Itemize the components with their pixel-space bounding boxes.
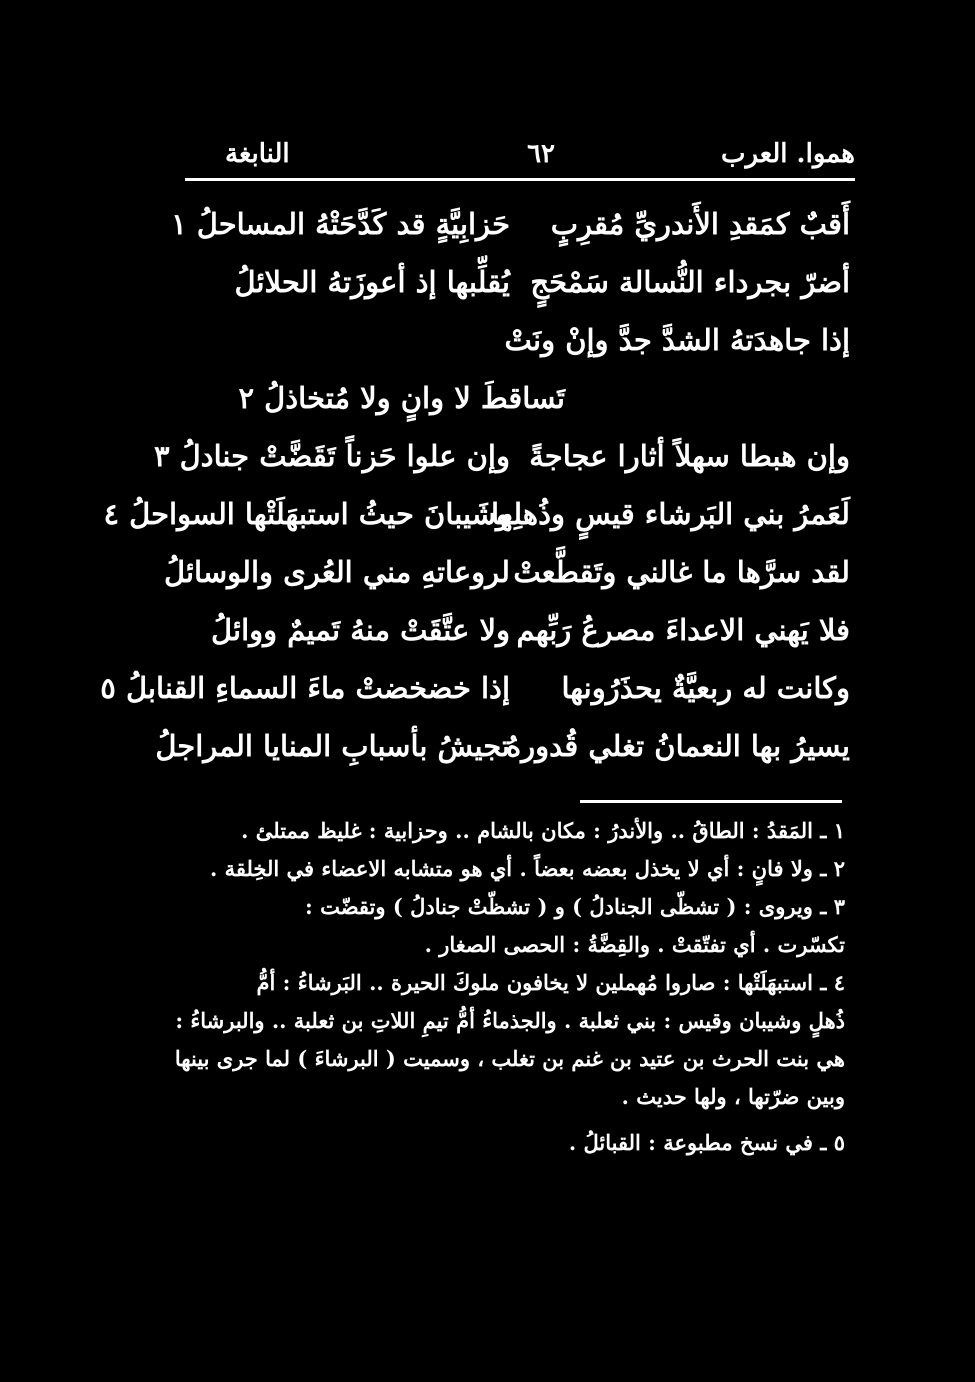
verse-first-hemistich: إذا جاهدَتهُ الشدَّ جدَّ وإنْ ونَتْ — [504, 323, 850, 357]
verse-second-hemistich: تجيشُ بأسبابِ المنايا المراجلُ — [155, 729, 510, 763]
verse-line — [100, 659, 850, 717]
verse-first-hemistich: أَقبٌ كمَقدِ الأَندريِّ مُقرِبٍ — [550, 207, 850, 241]
verse-line — [180, 311, 850, 369]
verse-second-hemistich: إذا خضخضتْ ماءَ السماءِ القنابلُ ٥ — [100, 671, 510, 705]
verse-second-hemistich: يُقلِّبها إذ أعوزَتهُ الحلائلُ — [234, 265, 510, 299]
verse-line — [180, 601, 850, 659]
verse-first-hemistich: يسيرُ بها النعمانُ تغلي قُدورهُ — [505, 729, 850, 763]
verse-second-hemistich: وإن علوا حَزناً تَقَضَّتْ جنادلُ ٣ — [153, 439, 510, 473]
verse-first-hemistich: تَساقطَ لا وانٍ ولا مُتخاذلُ ٢ — [238, 381, 565, 415]
verse-line — [180, 253, 850, 311]
verse-first-hemistich: أضرّ بجرداء النُّسالة سَمْحَجٍ — [530, 265, 850, 299]
verse-first-hemistich: فلا يَهني الاعداءَ مصرعُ رَبِّهم — [516, 613, 850, 647]
footnote-line: هي بنت الحرث بن عتيد بن غنم بن تغلب ، وسميت ( البرشاءَ ) لما جرى بينها — [174, 1046, 845, 1071]
footnote-line: ٥ ـ في نسخ مطبوعة : القبائلُ . — [568, 1130, 845, 1155]
footnote-line: ذُهلٍ وشيبان وقيس : بني ثعلبة . والجذماءُ أمُّ تيمِ اللاتِ بن ثعلبة .. والبرشاءُ : — [175, 1008, 845, 1033]
poem — [100, 195, 850, 775]
footnote-line: ٣ ـ ويروى : ( تشظّى الجنادلُ ) و ( تشظّتْ جنادلُ ) وتقضّت : — [305, 894, 845, 919]
footnote-line: تكسّرت . أي تفتّقتْ . والقِضَّةُ : الحصى الصغار . — [424, 932, 845, 957]
verse-line — [171, 195, 850, 253]
verse-second-hemistich: حَزابِيَّةٍ قد كَدَّحَتْهُ المساحلُ ١ — [171, 207, 510, 241]
verse-line — [164, 543, 850, 601]
verse-first-hemistich: لقد سرَّها ما غالني وتَقطَّعتْ — [513, 555, 850, 589]
verse-first-hemistich: وإن هبطا سهلاً أثارا عجاجةً — [529, 439, 850, 473]
verse-line — [180, 369, 850, 427]
footnote-line: ١ ـ المَقدُ : الطاقُ .. والأندرُ : مكان بالشام .. وحزابية : غليظ ممتلئ . — [241, 818, 845, 843]
book-title: هموا. العرب — [720, 139, 855, 169]
footnotes-divider — [580, 800, 842, 803]
footnote-line: ٤ ـ استبهَلَتْها : صاروا مُهملين لا يخافون ملوكَ الحيرة .. البَرشاءُ : أمُّ — [256, 970, 845, 995]
page-header — [185, 135, 855, 175]
verse-first-hemistich: لَعَمرُ بني البَرشاء قيسٍ وذُهلِها — [491, 497, 850, 531]
verse-second-hemistich: ولا عتَّقَتْ منهُ تَميمٌ ووائلُ — [211, 613, 510, 647]
verse-line — [153, 427, 850, 485]
verse-line — [103, 485, 850, 543]
verse-second-hemistich: لروعاتهِ مني العُرى والوسائلُ — [164, 555, 510, 589]
verse-second-hemistich: وشَيبانَ حيثُ استبهَلَتْها السواحلُ ٤ — [103, 497, 510, 531]
footnote-line: وبين ضرّتها ، ولها حديث . — [621, 1084, 845, 1109]
page-number: ٦٢ — [527, 139, 555, 169]
footnotes — [155, 812, 845, 1162]
chapter-title: النابغة — [225, 139, 290, 169]
verse-first-hemistich: وكانت له ربعيَّةٌ يحذَرُونها — [561, 671, 850, 705]
footnote-line: ٢ ـ ولا فانٍ : أي لا يخذل بعضه بعضاً . أي هو متشابه الاعضاء في الخِلقة . — [209, 856, 845, 881]
header-divider — [185, 178, 855, 181]
verse-line — [155, 717, 850, 775]
